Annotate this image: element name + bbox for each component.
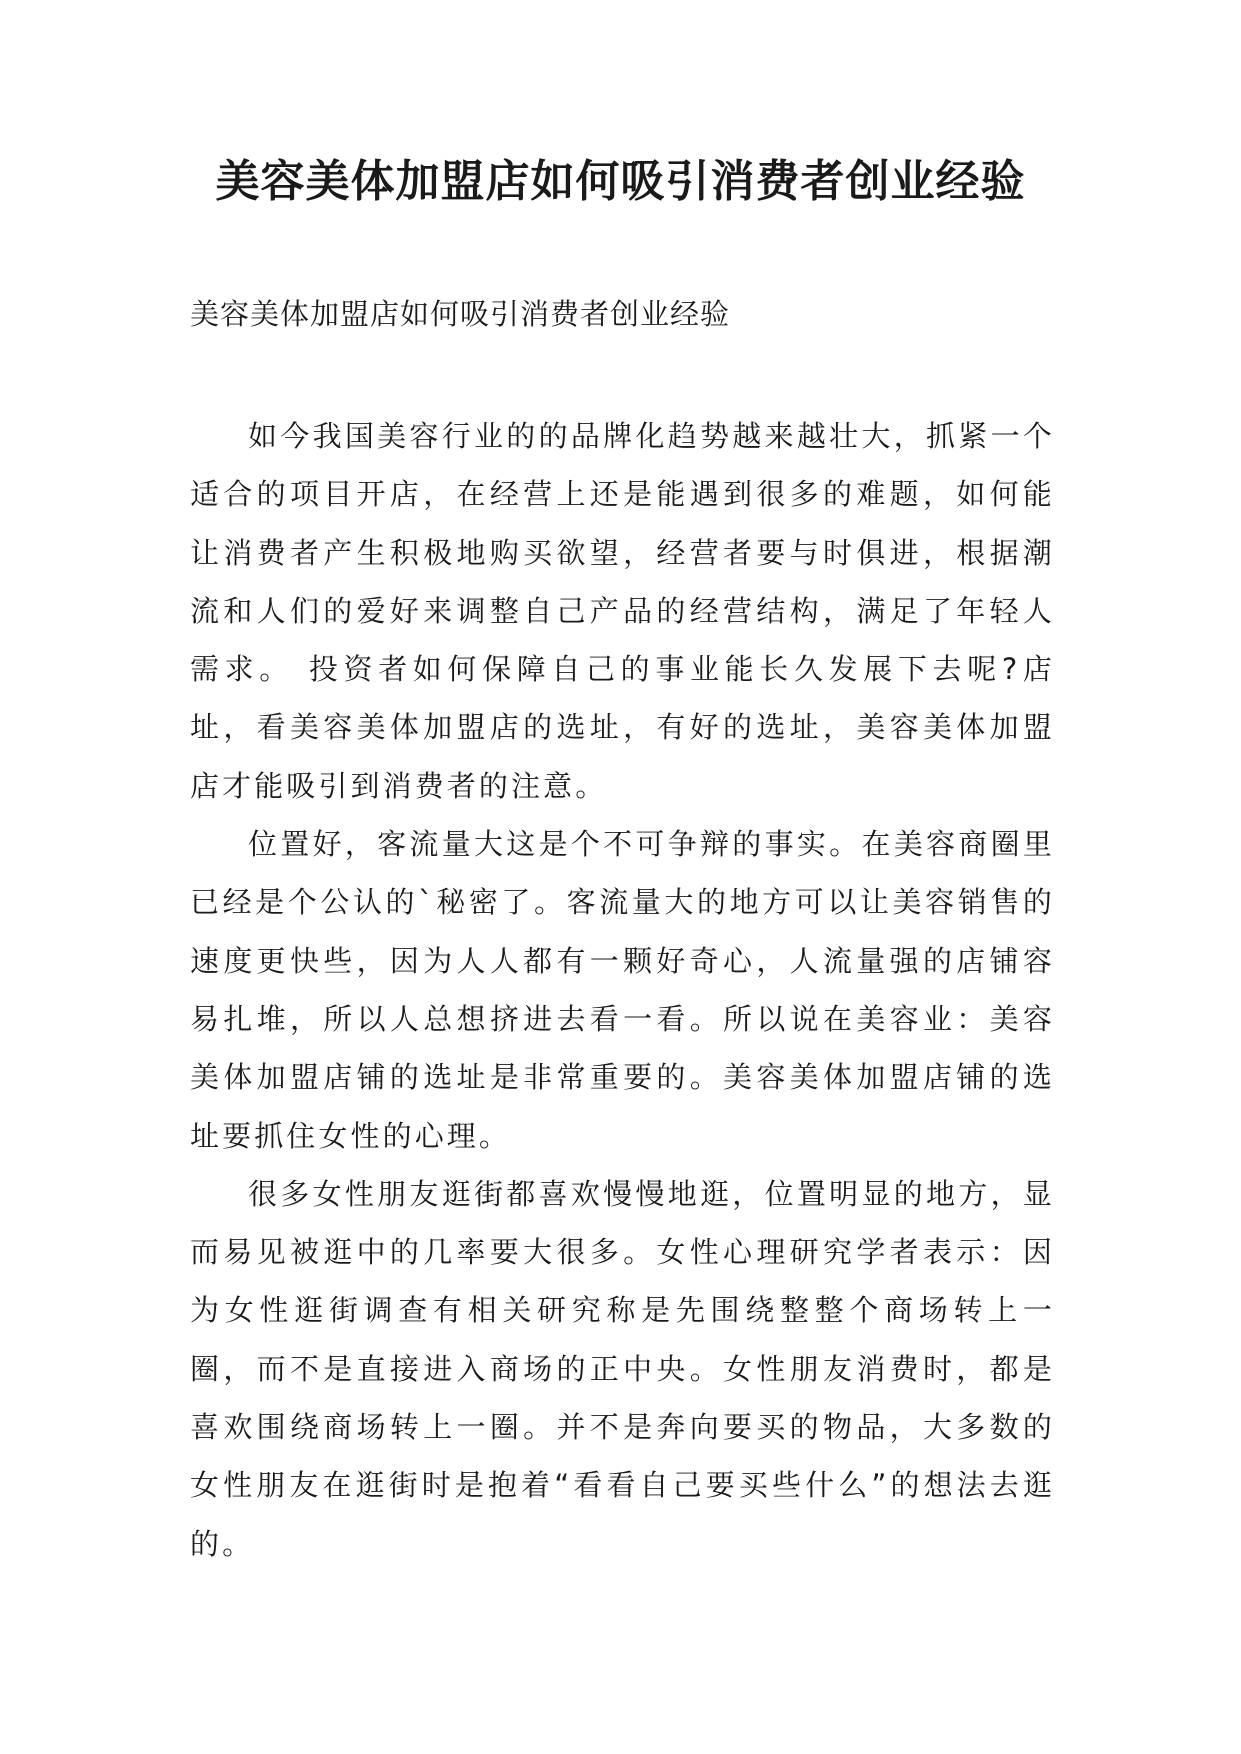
- document-subtitle: 美容美体加盟店如何吸引消费者创业经验: [190, 297, 731, 331]
- document-title: 美容美体加盟店如何吸引消费者创业经验: [215, 156, 1026, 207]
- document-body: [190, 407, 1055, 1573]
- paragraph-1: 如今我国美容行业的的品牌化趋势越来越壮大，抓紧一个适合的项目开店，在经营上还是能遇到很多的难题，如何能让消费者产生积极地购买欲望，经营者要与时俱进，根据潮流和人们的爱好来调整自己产品的经营结构，满足了年轻人需求。 投资者如何保障自己的事业能长久发展下去呢?店址，看美容美体加盟店的选址，有好的选址，美容美体加盟店才能吸引到消费者的注意。: [190, 419, 1055, 803]
- paragraph-2: 位置好，客流量大这是个不可争辩的事实。在美容商圈里已经是个公认的`秘密了。客流量大的地方可以让美容销售的速度更快些，因为人人都有一颗好奇心，人流量强的店铺容易扎堆，所以人总想挤进去看一看。所以说在美容业：美容美体加盟店铺的选址是非常重要的。美容美体加盟店铺的选址要抓住女性的心理。: [190, 827, 1055, 1153]
- paragraph-3: 很多女性朋友逛街都喜欢慢慢地逛，位置明显的地方，显而易见被逛中的几率要大很多。女性心理研究学者表示：因为女性逛街调查有相关研究称是先围绕整整个商场转上一圈，而不是直接进入商场的正中央。女性朋友消费时，都是喜欢围绕商场转上一圈。并不是奔向要买的物品，大多数的女性朋友在逛街时是抱着“看看自己要买些什么”的想法去逛的。: [190, 1176, 1055, 1561]
